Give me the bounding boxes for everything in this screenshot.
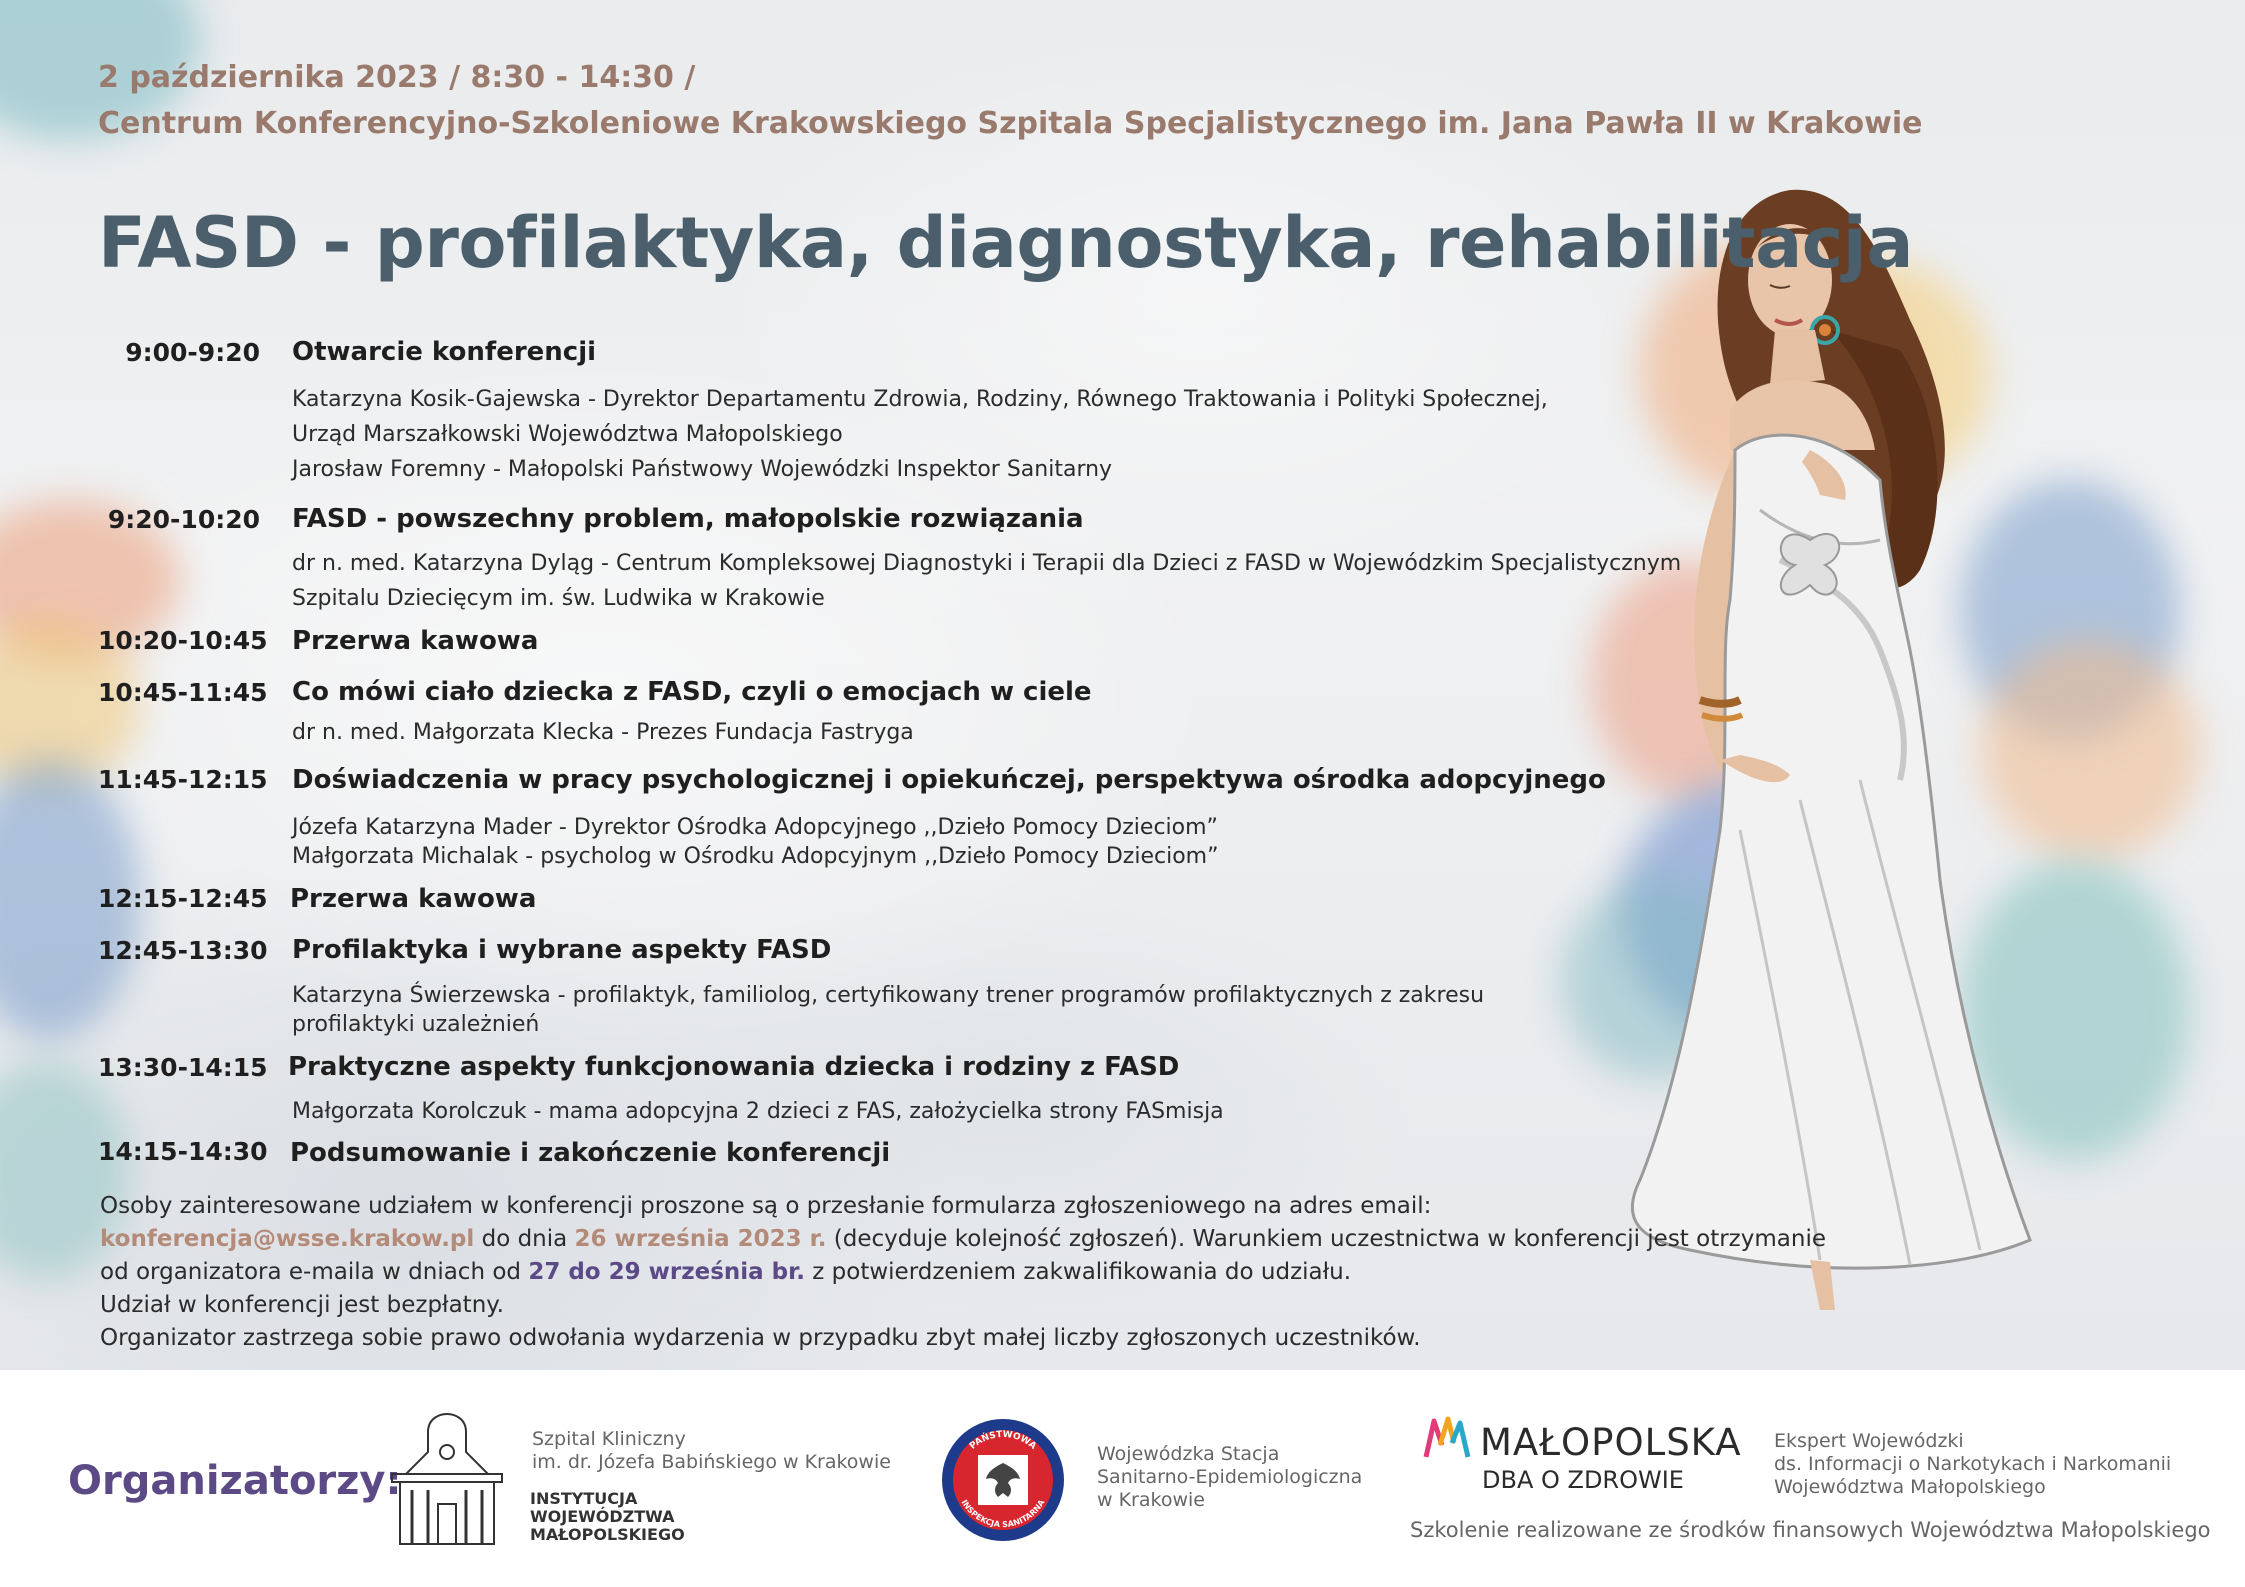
- agenda-title: Przerwa kawowa: [292, 626, 539, 656]
- agenda-title: Otwarcie konferencji: [292, 337, 597, 367]
- malopolska-slogan: DBA O ZDROWIE: [1482, 1466, 1684, 1494]
- agenda-title: Przerwa kawowa: [290, 884, 537, 914]
- agenda-speaker: Małgorzata Korolczuk - mama adopcyjna 2 dzieci z FAS, założycielka strony FASmisja: [292, 1099, 1224, 1124]
- agenda-time: 10:45-11:45: [98, 678, 268, 707]
- funding-note: Szkolenie realizowane ze środków finansowych Województwa Małopolskiego: [1410, 1518, 2211, 1542]
- registration-deadline: 26 września 2023 r.: [574, 1226, 827, 1252]
- contact-email-link[interactable]: konferencja@wsse.krakow.pl: [100, 1226, 475, 1252]
- agenda-speaker: Szpitalu Dziecięcym im. św. Ludwika w Krakowie: [292, 586, 825, 611]
- sanepid-name: Wojewódzka Stacja Sanitarno-Epidemiologiczna w Krakowie: [1097, 1443, 1363, 1511]
- agenda-time: 12:15-12:45: [98, 884, 268, 913]
- hospital-name: Szpital Kliniczny im. dr. Józefa Babińskiego w Krakowie: [532, 1428, 891, 1473]
- event-venue: Centrum Konferencyjno-Szkoleniowe Krakowskiego Szpitala Specjalistycznego im. Jana Pawła II w Krakowie: [98, 106, 1923, 141]
- agenda-time: 12:45-13:30: [98, 936, 268, 965]
- agenda-speaker: Katarzyna Kosik-Gajewska - Dyrektor Departamentu Zdrowia, Rodziny, Równego Traktowania i Polityki Społecznej,: [292, 387, 1548, 412]
- registration-line: konferencja@wsse.krakow.pl do dnia 26 września 2023 r. (decyduje kolejność zgłoszeń). Warunkiem uczestnictwa w konferencji jest otrzymanie: [100, 1226, 1826, 1252]
- agenda-time: 11:45-12:15: [98, 765, 268, 794]
- expert-name: Ekspert Wojewódzki ds. Informacji o Narkotykach i Narkomanii Województwa Małopolskiego: [1774, 1430, 2172, 1498]
- institution-label: INSTYTUCJA WOJEWÓDZTWA MAŁOPOLSKIEGO: [530, 1489, 685, 1544]
- agenda-time: 14:15-14:30: [98, 1137, 268, 1166]
- agenda-title: Doświadczenia w pracy psychologicznej i opiekuńczej, perspektywa ośrodka adopcyjnego: [292, 765, 1606, 795]
- agenda-time: 9:20-10:20: [107, 505, 260, 534]
- seal-top-text: PAŃSTWOWA: [968, 1429, 1038, 1452]
- registration-info: [100, 1190, 1826, 1355]
- registration-line: Osoby zainteresowane udziałem w konferencji proszone są o przesłanie formularza zgłoszeniowego na adres email:: [100, 1193, 1432, 1219]
- agenda-time: 13:30-14:15: [98, 1053, 268, 1082]
- organizers-label: Organizatorzy:: [68, 1458, 402, 1504]
- agenda-title: Podsumowanie i zakończenie konferencji: [290, 1138, 891, 1168]
- agenda-title: FASD - powszechny problem, małopolskie rozwiązania: [292, 504, 1084, 534]
- agenda-speaker: profilaktyki uzależnień: [292, 1012, 540, 1037]
- agenda-speaker: dr n. med. Katarzyna Dyląg - Centrum Kompleksowej Diagnostyki i Terapii dla Dzieci z FASD w Wojewódzkim Specjalistycznym: [292, 551, 1682, 576]
- agenda-title: Praktyczne aspekty funkcjonowania dziecka i rodziny z FASD: [288, 1052, 1180, 1082]
- agenda-speaker: Jarosław Foremny - Małopolski Państwowy Wojewódzki Inspektor Sanitarny: [292, 457, 1113, 482]
- seal-bottom-text: INSPEKCJA SANITARNA: [959, 1498, 1047, 1530]
- registration-line: Organizator zastrzega sobie prawo odwołania wydarzenia w przypadku zbyt małej liczby zgłoszonych uczestników.: [100, 1325, 1421, 1351]
- page-title: FASD - profilaktyka, diagnostyka, rehabilitacja: [98, 202, 1914, 284]
- agenda-speaker: Urząd Marszałkowski Województwa Małopolskiego: [292, 422, 843, 447]
- hospital-building-icon: [388, 1412, 506, 1548]
- registration-line: Udział w konferencji jest bezpłatny.: [100, 1292, 504, 1318]
- agenda-speaker: Małgorzata Michalak - psycholog w Ośrodku Adopcyjnym ,,Dzieło Pomocy Dzieciom”: [292, 844, 1219, 869]
- agenda-speaker: dr n. med. Małgorzata Klecka - Prezes Fundacja Fastryga: [292, 720, 914, 745]
- event-date-time: 2 października 2023 / 8:30 - 14:30 /: [98, 60, 696, 95]
- sanitary-inspection-seal-icon: [940, 1417, 1066, 1543]
- agenda-time: 10:20-10:45: [98, 626, 268, 655]
- malopolska-brand: MAŁOPOLSKA: [1480, 1421, 1742, 1464]
- agenda-speaker: Katarzyna Świerzewska - profilaktyk, familiolog, certyfikowany trener programów profilaktycznych z zakresu: [292, 983, 1485, 1008]
- agenda-title: Profilaktyka i wybrane aspekty FASD: [292, 935, 832, 965]
- agenda-time: 9:00-9:20: [125, 338, 260, 367]
- registration-line: od organizatora e-maila w dniach od 27 do 29 września br. z potwierdzeniem zakwalifikowania do udziału.: [100, 1259, 1352, 1285]
- agenda-title: Co mówi ciało dziecka z FASD, czyli o emocjach w ciele: [292, 677, 1092, 707]
- agenda-speaker: Józefa Katarzyna Mader - Dyrektor Ośrodka Adopcyjnego ,,Dzieło Pomocy Dzieciom”: [292, 815, 1218, 840]
- confirmation-dates: 27 do 29 września br.: [528, 1259, 805, 1285]
- malopolska-logo-icon: [1422, 1415, 1472, 1461]
